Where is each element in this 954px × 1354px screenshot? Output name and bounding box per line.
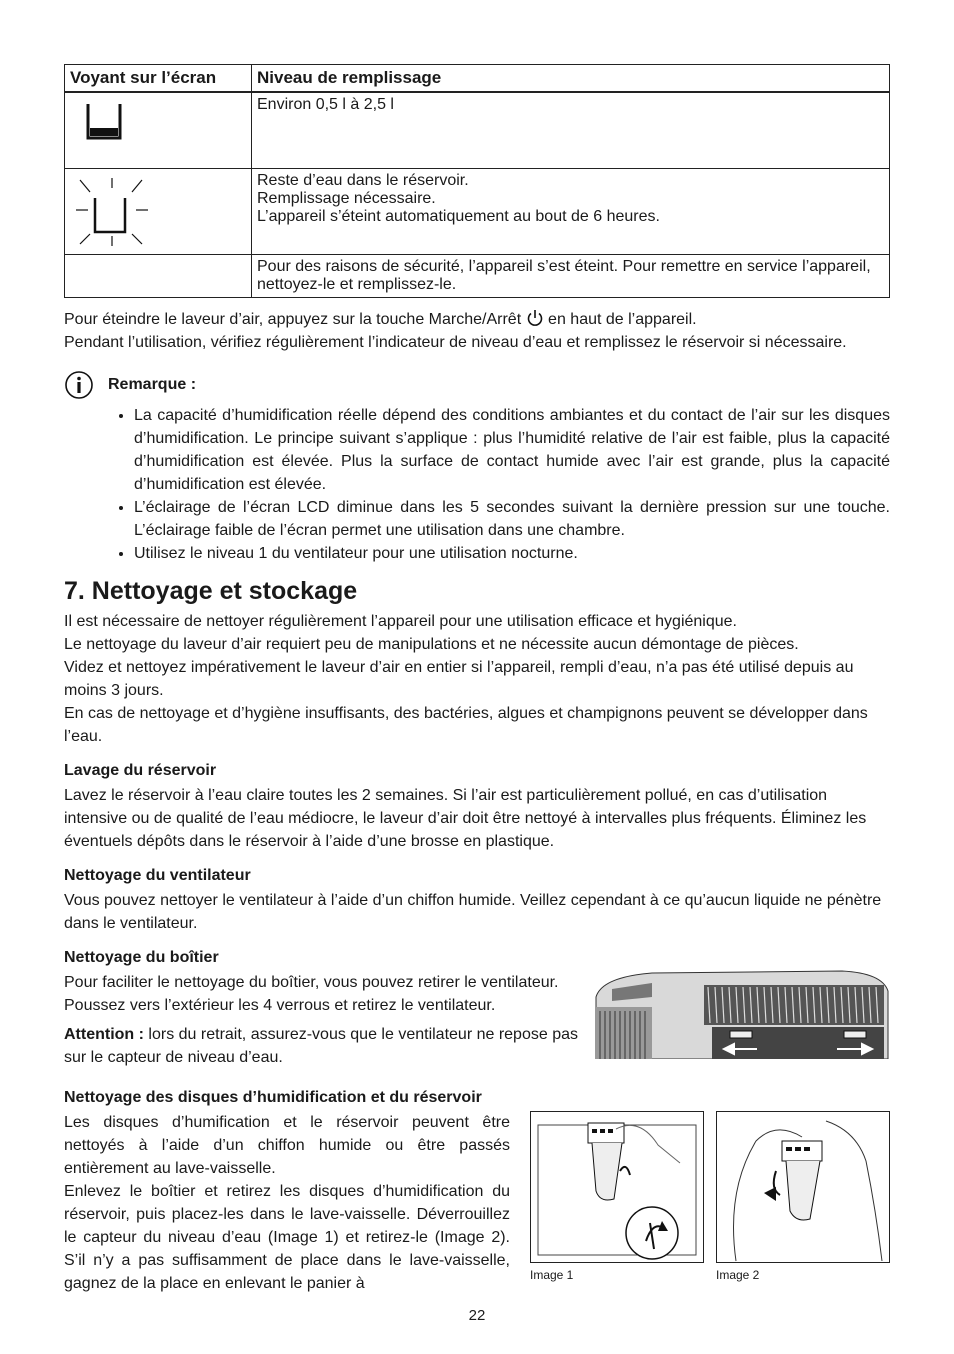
- image-2-label: Image 2: [716, 1267, 760, 1282]
- level-line: Environ 0,5 l à 2,5 l: [257, 96, 394, 113]
- section-paragraph: Il est nécessaire de nettoyer régulièrement l’appareil pour une utilisation efficace et hygiénique.: [64, 612, 737, 630]
- fan-heading: Nettoyage du ventilateur: [64, 866, 251, 884]
- table-cell-icon: [65, 92, 252, 168]
- table-header-row: [65, 65, 890, 93]
- sensor-unlock-illustration: [530, 1111, 704, 1263]
- table-row: [65, 254, 890, 297]
- table-cell-level: [252, 168, 890, 254]
- list-item: • La capacité d’humidification réelle dépend des conditions ambiantes et du contact de l’air sur les disques d’humidification. Le principe suivant s’applique : plus l’humidité relative de l’air est faible, plus la capacité d’humidification est élevée. Plus la surface de contact humide avec l’air est grande, plus la capacité d’humidification est élevée.: [134, 404, 890, 496]
- section-paragraph: Le nettoyage du laveur d’air requiert peu de manipulations et ne nécessite aucun démontage de pièces.: [64, 635, 799, 653]
- tank-level-low-icon: [70, 96, 130, 146]
- fan-removal-illustration: [592, 967, 890, 1059]
- note-list: [64, 404, 890, 565]
- discs-block: [64, 1111, 890, 1295]
- table-cell-icon: [65, 254, 252, 297]
- list-item: • L’éclairage de l’écran LCD diminue dans les 5 secondes suivant la dernière pression sur une touche. L’éclairage faible de l’écran permet une utilisation dans une chambre.: [134, 496, 890, 542]
- discs-text-2: Enlevez le boîtier et retirez les disques d’humidification du réservoir, puis placez-les dans le lave-vaisselle. Déverrouillez le capteur du niveau d’eau (Image 1) et retirez-le (Image 2). S’il n’y a pas suffisamment de place dans le lave-vaisselle, gagnez de la place en enlevant le panier à: [64, 1182, 510, 1292]
- level-line: Pour des raisons de sécurité, l’appareil s’est éteint. Pour remettre en service l’appareil, nettoyez-le et remplissez-le.: [257, 257, 871, 293]
- table-header-level: Niveau de remplissage: [252, 65, 890, 93]
- discs-heading: Nettoyage des disques d’humidification et du réservoir: [64, 1088, 482, 1106]
- table-header-indicator: Voyant sur l’écran: [65, 65, 252, 93]
- level-line: L’appareil s’éteint automatiquement au bout de 6 heures.: [257, 207, 660, 225]
- level-line: Reste d’eau dans le réservoir.: [257, 171, 469, 189]
- section-title: 7. Nettoyage et stockage: [64, 576, 358, 605]
- discs-figures: [530, 1111, 890, 1295]
- housing-heading: Nettoyage du boîtier: [64, 948, 219, 966]
- attention-label: Attention :: [64, 1025, 144, 1043]
- intro-block: [64, 308, 890, 354]
- attention-text: lors du retrait, assurez-vous que le ventilateur ne repose pas sur le capteur de niveau d’eau.: [64, 1025, 578, 1066]
- image-1-label: Image 1: [530, 1267, 574, 1282]
- table-row: [65, 168, 890, 254]
- discs-text-column: [64, 1111, 510, 1295]
- fill-level-table: [64, 64, 890, 298]
- section-paragraph: En cas de nettoyage et d’hygiène insuffisants, des bactéries, algues et champignons peuvent se développer dans l’eau.: [64, 704, 868, 745]
- intro-line-2: Pendant l’utilisation, vérifiez régulièrement l’indicateur de niveau d’eau et remplissez le réservoir si nécessaire.: [64, 333, 847, 351]
- table-cell-level: [252, 92, 890, 168]
- power-icon: [526, 309, 544, 327]
- figure-image-2: [716, 1111, 890, 1295]
- housing-attention: [64, 1023, 584, 1069]
- section-paragraph: Videz et nettoyez impérativement le laveur d’air en entier si l’appareil, rempli d’eau, n’a pas été utilisé depuis au moins 3 jours.: [64, 658, 854, 699]
- table-cell-icon: [65, 168, 252, 254]
- tank-empty-blinking-icon: [70, 172, 160, 246]
- reservoir-text: Lavez le réservoir à l’eau claire toutes les 2 semaines. Si l’air est particulièrement pollué, en cas d’utilisation intensive ou de qualité de l’eau médiocre, le laveur d’air doit être nettoyé à intervalles plus fréquents. Éliminez les éventuels dépôts dans le réservoir à l’aide d’une brosse en plastique.: [64, 786, 867, 850]
- note-heading: [64, 370, 890, 400]
- intro-line-1: [64, 308, 890, 331]
- info-icon: [64, 370, 94, 400]
- note-label: Remarque :: [108, 375, 197, 393]
- table-row: [65, 92, 890, 168]
- housing-text: Pour faciliter le nettoyage du boîtier, vous pouvez retirer le ventilateur. Poussez vers l’extérieur les 4 verrous et retirez le ventilateur.: [64, 973, 559, 1014]
- sensor-removal-illustration: [716, 1111, 890, 1263]
- housing-text-column: [64, 971, 584, 1069]
- figure-image-1: [530, 1111, 704, 1295]
- intro-line-1-after: en haut de l’appareil.: [548, 310, 697, 328]
- table-cell-level: [252, 254, 890, 297]
- intro-line-1-before: Pour éteindre le laveur d’air, appuyez sur la touche Marche/Arrêt: [64, 310, 522, 328]
- level-line: Remplissage nécessaire.: [257, 189, 436, 207]
- page-number: 22: [468, 1307, 486, 1324]
- fan-text: Vous pouvez nettoyer le ventilateur à l’aide d’un chiffon humide. Veillez cependant à ce qu’aucun liquide ne pénètre dans le ventilateur.: [64, 891, 882, 932]
- housing-block: [64, 971, 890, 1069]
- discs-text-1: Les disques d’humification et le réservoir peuvent être nettoyés à l’aide d’un chiffon humide ou être passés entièrement au lave-vaisselle.: [64, 1113, 510, 1177]
- document-page: [64, 64, 890, 1295]
- list-item: • Utilisez le niveau 1 du ventilateur pour une utilisation nocturne.: [134, 542, 890, 565]
- reservoir-heading: Lavage du réservoir: [64, 761, 217, 779]
